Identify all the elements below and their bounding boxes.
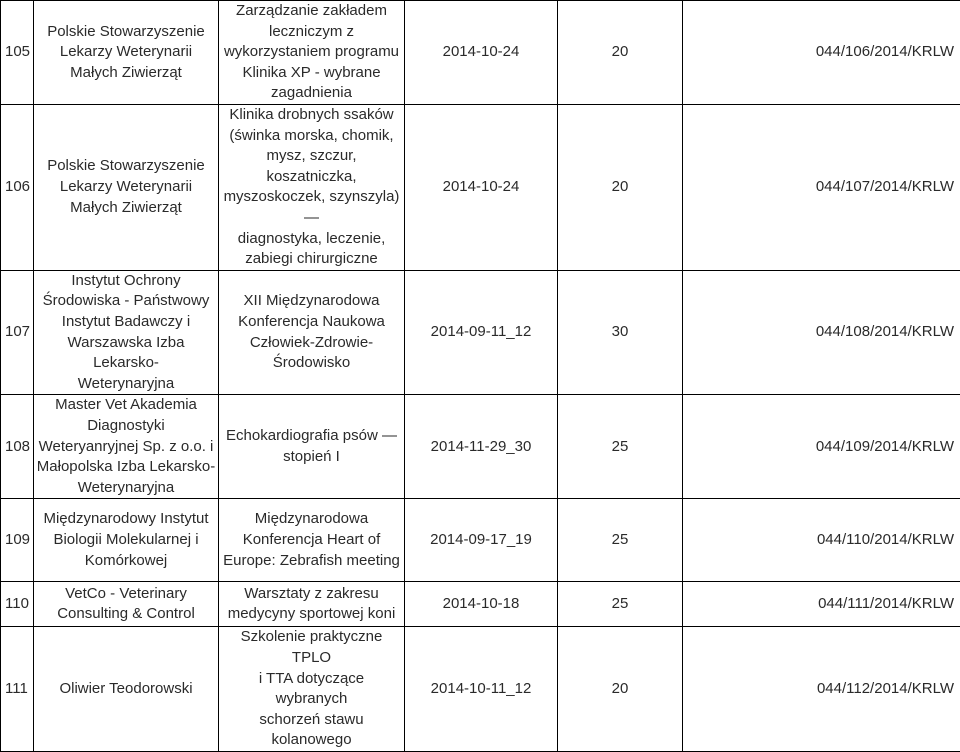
topic-cell — [219, 395, 405, 499]
hours-cell: 20 — [558, 1, 683, 105]
topic-cell — [219, 1, 405, 105]
topic-line: zabiegi chirurgiczne — [221, 249, 402, 270]
topic-line: Echokardiografia psów — — [221, 426, 402, 447]
institution-cell — [34, 395, 219, 499]
date-cell: 2014-10-24 — [405, 105, 558, 271]
topic-cell — [219, 582, 405, 627]
topic-line: Klinika drobnych ssaków — [221, 105, 402, 126]
date-cell: 2014-10-18 — [405, 582, 558, 627]
institution-line: Diagnostyki — [36, 416, 216, 437]
topic-line: myszoskoczek, szynszyla) — — [221, 187, 402, 228]
table-row — [1, 395, 960, 499]
topic-line: zagadnienia — [221, 83, 402, 104]
row-number: 111 — [1, 627, 34, 752]
institution-line: Międzynarodowy Instytut — [36, 509, 216, 530]
date-cell: 2014-10-24 — [405, 1, 558, 105]
topic-line: (świnka morska, chomik, — [221, 126, 402, 147]
topic-line: Konferencja Naukowa — [221, 312, 402, 333]
code-cell: 044/107/2014/KRLW — [683, 105, 960, 271]
institution-line: Polskie Stowarzyszenie — [36, 156, 216, 177]
row-number: 109 — [1, 499, 34, 582]
institution-line: Małych Ziwierząt — [36, 198, 216, 219]
institution-line: Lekarzy Weterynarii — [36, 177, 216, 198]
topic-line: Międzynarodowa — [221, 509, 402, 530]
institution-cell — [34, 1, 219, 105]
institution-cell — [34, 582, 219, 627]
row-number: 106 — [1, 105, 34, 271]
hours-cell: 25 — [558, 395, 683, 499]
topic-cell — [219, 105, 405, 271]
topic-line: stopień I — [221, 447, 402, 468]
topic-line: mysz, szczur, koszatniczka, — [221, 146, 402, 187]
institution-line: Warszawska Izba Lekarsko- — [36, 333, 216, 374]
date-cell: 2014-09-11_12 — [405, 270, 558, 395]
row-number: 108 — [1, 395, 34, 499]
table-row — [1, 499, 960, 582]
topic-line: diagnostyka, leczenie, — [221, 229, 402, 250]
row-number: 105 — [1, 1, 34, 105]
topic-line: kolanowego — [221, 730, 402, 751]
code-cell: 044/108/2014/KRLW — [683, 270, 960, 395]
topic-line: Środowisko — [221, 353, 402, 374]
table-row — [1, 105, 960, 271]
institution-line: Consulting & Control — [36, 604, 216, 625]
hours-cell: 30 — [558, 270, 683, 395]
table-row — [1, 627, 960, 752]
institution-line: Komórkowej — [36, 551, 216, 572]
institution-line: Weteryanryjnej Sp. z o.o. i — [36, 437, 216, 458]
topic-line: medycyny sportowej koni — [221, 604, 402, 625]
institution-line: Polskie Stowarzyszenie — [36, 22, 216, 43]
topic-cell — [219, 270, 405, 395]
institution-line: Instytut Badawczy i — [36, 312, 216, 333]
hours-cell: 20 — [558, 105, 683, 271]
topic-line: Warsztaty z zakresu — [221, 584, 402, 605]
date-cell: 2014-09-17_19 — [405, 499, 558, 582]
code-cell: 044/106/2014/KRLW — [683, 1, 960, 105]
institution-line: Biologii Molekularnej i — [36, 530, 216, 551]
topic-line: Człowiek-Zdrowie- — [221, 333, 402, 354]
topic-line: Zarządzanie zakładem — [221, 1, 402, 22]
code-cell: 044/112/2014/KRLW — [683, 627, 960, 752]
institution-line: Małych Ziwierząt — [36, 63, 216, 84]
code-cell: 044/111/2014/KRLW — [683, 582, 960, 627]
topic-line: leczniczym z — [221, 22, 402, 43]
institution-line: Weterynaryjna — [36, 478, 216, 499]
institution-line: Weterynaryjna — [36, 374, 216, 395]
table-row — [1, 582, 960, 627]
institution-cell — [34, 627, 219, 752]
topic-line: wykorzystaniem programu — [221, 42, 402, 63]
hours-cell: 25 — [558, 499, 683, 582]
institution-line: Środowiska - Państwowy — [36, 291, 216, 312]
date-cell: 2014-10-11_12 — [405, 627, 558, 752]
hours-cell: 25 — [558, 582, 683, 627]
topic-line: i TTA dotyczące wybranych — [221, 669, 402, 710]
institution-cell — [34, 105, 219, 271]
date-cell: 2014-11-29_30 — [405, 395, 558, 499]
institution-line: Małopolska Izba Lekarsko- — [36, 457, 216, 478]
topic-line: Konferencja Heart of — [221, 530, 402, 551]
topic-line: schorzeń stawu — [221, 710, 402, 731]
row-number: 107 — [1, 270, 34, 395]
row-number: 110 — [1, 582, 34, 627]
topic-line: Klinika XP - wybrane — [221, 63, 402, 84]
institution-line: Master Vet Akademia — [36, 395, 216, 416]
institution-line: Instytut Ochrony — [36, 271, 216, 292]
topic-line: XII Międzynarodowa — [221, 291, 402, 312]
institution-line: VetCo - Veterinary — [36, 584, 216, 605]
institution-line: Oliwier Teodorowski — [36, 679, 216, 700]
institution-cell — [34, 499, 219, 582]
topic-line: Europe: Zebrafish meeting — [221, 551, 402, 572]
hours-cell: 20 — [558, 627, 683, 752]
topic-cell — [219, 627, 405, 752]
institution-line: Lekarzy Weterynarii — [36, 42, 216, 63]
table-row — [1, 1, 960, 105]
topic-cell — [219, 499, 405, 582]
table-row — [1, 270, 960, 395]
institution-cell — [34, 270, 219, 395]
code-cell: 044/109/2014/KRLW — [683, 395, 960, 499]
topic-line: Szkolenie praktyczne TPLO — [221, 627, 402, 668]
code-cell: 044/110/2014/KRLW — [683, 499, 960, 582]
